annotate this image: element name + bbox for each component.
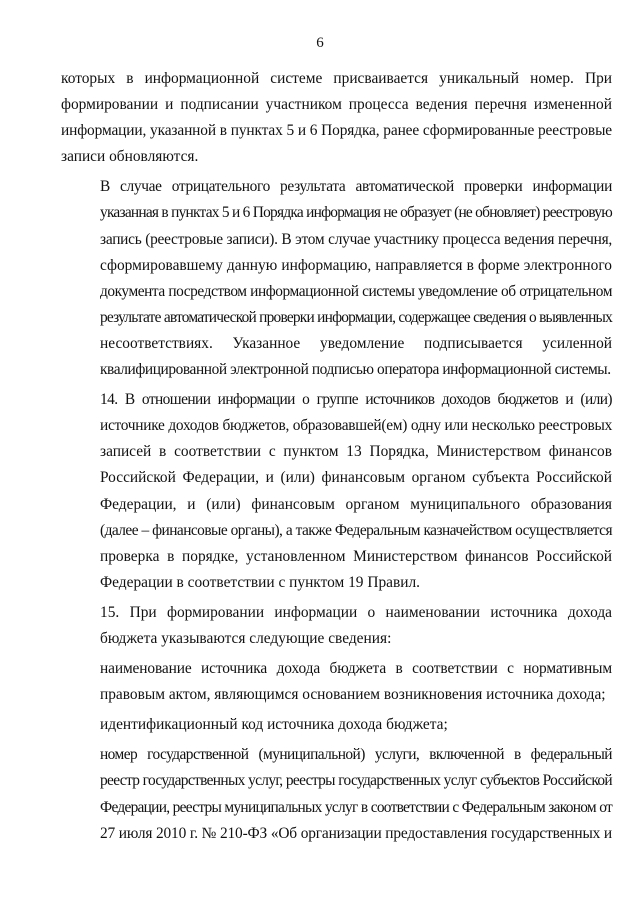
paragraph xyxy=(61,66,612,170)
paragraph xyxy=(61,712,612,738)
text-line: Федерации, и (или) финансовым органом муниципального образования xyxy=(100,495,612,513)
paragraph xyxy=(61,174,612,383)
text-line: проверка в порядке, установленном Министерством финансов Российской xyxy=(100,547,612,565)
text-line: 14. В отношении информации о группе источников доходов бюджетов и (или) xyxy=(100,391,612,409)
text-line: Федерации в соответствии с пунктом 19 Правил. xyxy=(100,573,421,591)
text-line: записей в соответствии с пунктом 13 Порядка, Министерством финансов xyxy=(100,443,612,461)
text-line: результате автоматической проверки информации, содержащее сведения о выявленных xyxy=(100,308,612,326)
text-line: 15. При формировании информации о наименовании источника дохода xyxy=(100,603,612,621)
text-line: формировании и подписании участником процесса ведения перечня измененной xyxy=(61,96,612,114)
paragraph xyxy=(61,600,612,652)
text-line: номер государственной (муниципальной) услуги, включенной в федеральный xyxy=(100,746,612,764)
paragraph xyxy=(61,387,612,596)
text-line: идентификационный код источника дохода бюджета; xyxy=(100,716,448,734)
paragraph xyxy=(61,656,612,708)
text-line: В случае отрицательного результата автоматической проверки информации xyxy=(100,178,612,196)
paragraph xyxy=(61,742,612,846)
text-line: запись (реестровые записи). В этом случае участнику процесса ведения перечня, xyxy=(100,230,612,248)
text-line: документа посредством информационной системы уведомление об отрицательном xyxy=(100,282,612,300)
document-body xyxy=(61,66,612,847)
text-line: указанная в пунктах 5 и 6 Порядка информация не образует (не обновляет) реестровую xyxy=(100,204,612,222)
page-number: 6 xyxy=(316,35,324,51)
text-line: записи обновляются. xyxy=(61,148,199,166)
text-line: несоответствиях. Указанное уведомление подписывается усиленной xyxy=(100,334,612,352)
text-line: информации, указанной в пунктах 5 и 6 Порядка, ранее сформированные реестровые xyxy=(61,122,612,140)
text-line: наименование источника дохода бюджета в соответствии с нормативным xyxy=(100,660,612,678)
text-line: (далее – финансовые органы), а также Федеральным казначейством осуществляется xyxy=(100,521,612,539)
text-line: источнике доходов бюджетов, образовавшей(ем) одну или несколько реестровых xyxy=(100,417,612,435)
text-line: сформировавшему данную информацию, направляется в форме электронного xyxy=(100,256,612,274)
text-line: 27 июля 2010 г. № 210-ФЗ «Об организации предоставления государственных и xyxy=(100,824,612,842)
text-line: правовым актом, являющимся основанием возникновения источника дохода; xyxy=(100,686,606,704)
text-line: Российской Федерации, и (или) финансовым органом субъекта Российской xyxy=(100,469,612,487)
text-line: реестр государственных услуг, реестры государственных услуг субъектов Российской xyxy=(100,772,612,790)
text-line: бюджета указываются следующие сведения: xyxy=(100,629,392,647)
text-line: которых в информационной системе присваивается уникальный номер. При xyxy=(61,70,612,87)
text-line: Федерации, реестры муниципальных услуг в соответствии с Федеральным законом от xyxy=(100,798,612,816)
text-line: квалифицированной электронной подписью оператора информационной системы. xyxy=(100,361,611,379)
